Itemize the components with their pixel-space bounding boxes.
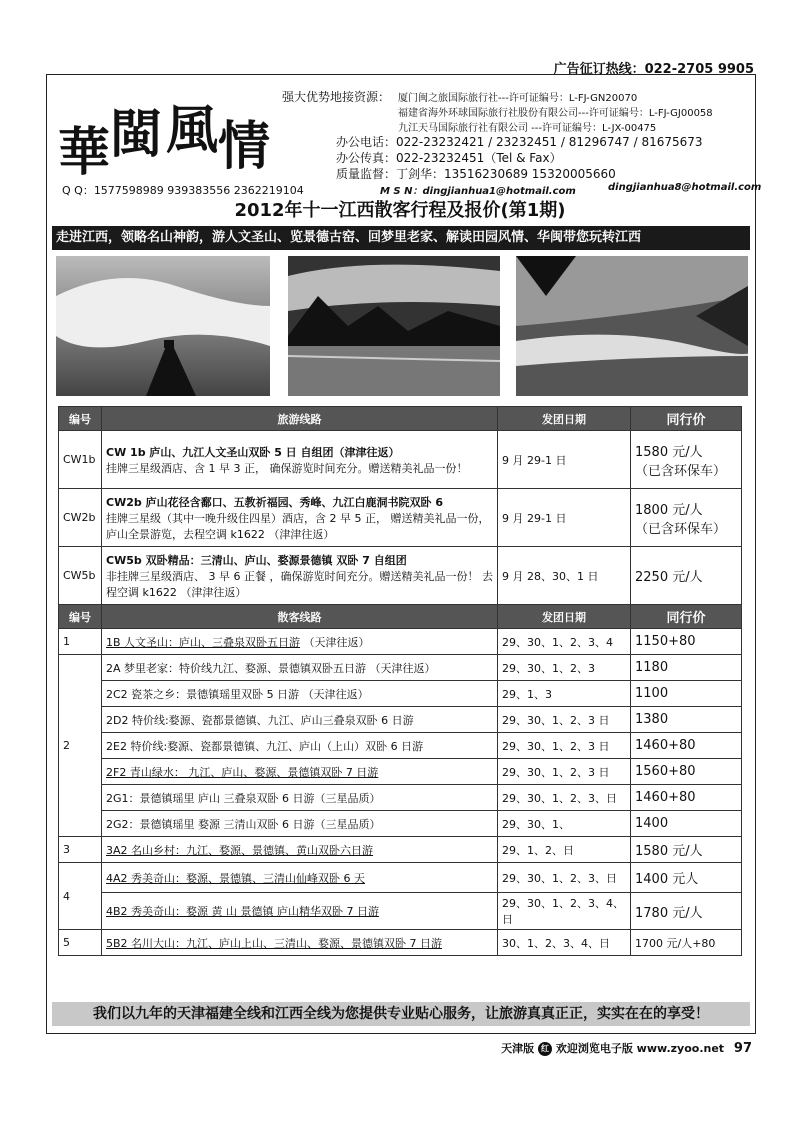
page-number: 97 — [733, 1041, 752, 1056]
table-row: 2D2 特价线:婺源、瓷都景德镇、九江、庐山三叠泉双卧 6 日游 29、30、1、2、3 日 1380 — [59, 707, 742, 733]
table-row: 2E2 特价线:婺源、瓷都景德镇、九江、庐山（上山）双卧 6 日游 29、30、1、2、3 日 1460+80 — [59, 733, 742, 759]
table-row: CW1b CW 1b 庐山、九江人文圣山双卧 5 日 自组团（津津往返） 挂牌三星级酒店、含 1 早 3 正， 确保游览时间充分。赠送精美礼品一份！ 9 月 29-1 日 1580 元/人 （已含环保车） — [59, 431, 742, 489]
group-tour-table — [58, 406, 742, 956]
browse-link[interactable]: 欢迎浏览电子版 www.zyoo.net — [555, 1042, 725, 1055]
agency-line-2: 福建省海外环球国际旅行社股份有限公司---许可证编号：L-FJ-GJ00058 — [398, 108, 713, 119]
msn-line: M S N：dingjianhua1@hotmail.com — [380, 186, 576, 197]
table1-header: 编号 旅游线路 发团日期 同行价 — [59, 407, 742, 431]
table-row: 4 4A2 秀美奇山：婺源、景德镇、三清山仙峰双卧 6 天 29、30、1、2、3、日 1400 元人 — [59, 863, 742, 893]
publication-logo-icon: 红 — [538, 1042, 552, 1056]
table-row: 3 3A2 名山乡村：九江、婺源、景德镇、黄山双卧六日游 29、1、2、日 1580 元/人 — [59, 837, 742, 863]
table-row: 4B2 秀美奇山：婺源 黄 山 景德镇 庐山精华双卧 7 日游 29、30、1、2、3、4、日 1780 元/人 — [59, 893, 742, 930]
table-row: 5 5B2 名川大山：九江、庐山上山、三清山、婺源、景德镇双卧 7 日游 30、1、2、3、4、日 1700 元/人+80 — [59, 930, 742, 956]
table-row: 2G2：景德镇瑶里 婺源 三清山双卧 6 日游（三星品质） 29、30、1、 1400 — [59, 811, 742, 837]
office-fax: 办公传真：022-23232451（Tel & Fax） — [336, 151, 562, 165]
agency-line-3: 九江天马国际旅行社有限公司 ---许可证编号：L-JX-00475 — [398, 123, 657, 134]
photo-lake-mountains — [288, 256, 500, 396]
photo-sea-of-clouds — [56, 256, 270, 396]
qq-line: Q Q：1577598989 939383556 2362219104 — [62, 184, 304, 197]
brand-logo: 華 閩 風 情 — [58, 100, 271, 183]
photo-mountain-valley — [516, 256, 748, 396]
table2-header: 编号 散客线路 发团日期 同行价 — [59, 605, 742, 629]
table-row: CW2b CW2b 庐山花径含鄱口、五教祈福园、秀峰、九江白鹿洞书院双卧 6 挂牌三星级（其中一晚升级住四星）酒店，含 2 早 5 正， 赠送精美礼品一份，庐山全景游览，去程空调 k1622 （津津往返） 9 月 29-1 日 1800 元/人 （已含环保车） — [59, 489, 742, 547]
table-row: 2C2 瓷茶之乡：景德镇瑶里双卧 5 日游 （天津往返） 29、1、3 1100 — [59, 681, 742, 707]
table-row: 2F2 青山绿水： 九江、庐山、婺源、景德镇双卧 7 日游 29、30、1、2、3 日 1560+80 — [59, 759, 742, 785]
service-slogan: 我们以九年的天津福建全线和江西全线为您提供专业贴心服务，让旅游真真正正，实实在在的享受！ — [52, 1002, 750, 1026]
office-phone: 办公电话：022-23232421 / 23232451 / 81296747 / 81675673 — [336, 135, 703, 149]
table-row: 2 2A 梦里老家：特价线九江、婺源、景德镇双卧五日游 （天津往返） 29、30、1、2、3 1180 — [59, 655, 742, 681]
table-row: 2G1：景德镇瑶里 庐山 三叠泉双卧 6 日游（三星品质） 29、30、1、2、3、日 1460+80 — [59, 785, 742, 811]
quality-supervisor: 质量监督：丁剑华：13516230689 15320005660 — [336, 167, 616, 181]
page-footer — [501, 1040, 752, 1056]
msn-line-2: dingjianhua8@hotmail.com — [608, 182, 762, 193]
table-row: 1 1B 人文圣山：庐山、三叠泉双卧五日游 （天津往返） 29、30、1、2、3、4 1150+80 — [59, 629, 742, 655]
ad-hotline: 广告征订热线：022-2705 9905 — [553, 62, 754, 77]
page-title: 2012年十一江西散客行程及报价(第1期) — [234, 200, 566, 221]
promo-banner: 走进江西，领略名山神韵，游人文圣山、览景德古窑、回梦里老家、解读田园风情、华闽带您玩转江西 — [52, 226, 750, 250]
table-row: CW5b CW5b 双卧精品：三清山、庐山、婺源景德镇 双卧 7 自组团 非挂牌三星级酒店、 3 早 6 正餐 ，确保游览时间充分。赠送精美礼品一份！ 去程空调 k1622 （津津往返） 9 月 28、30、1 日 2250 元/人 — [59, 547, 742, 605]
agency-line-1: 厦门闽之旅国际旅行社---许可证编号：L-FJ-GN20070 — [398, 93, 638, 104]
edition-label: 天津版 — [501, 1042, 535, 1055]
resource-label: 强大优势地接资源： — [282, 90, 391, 104]
